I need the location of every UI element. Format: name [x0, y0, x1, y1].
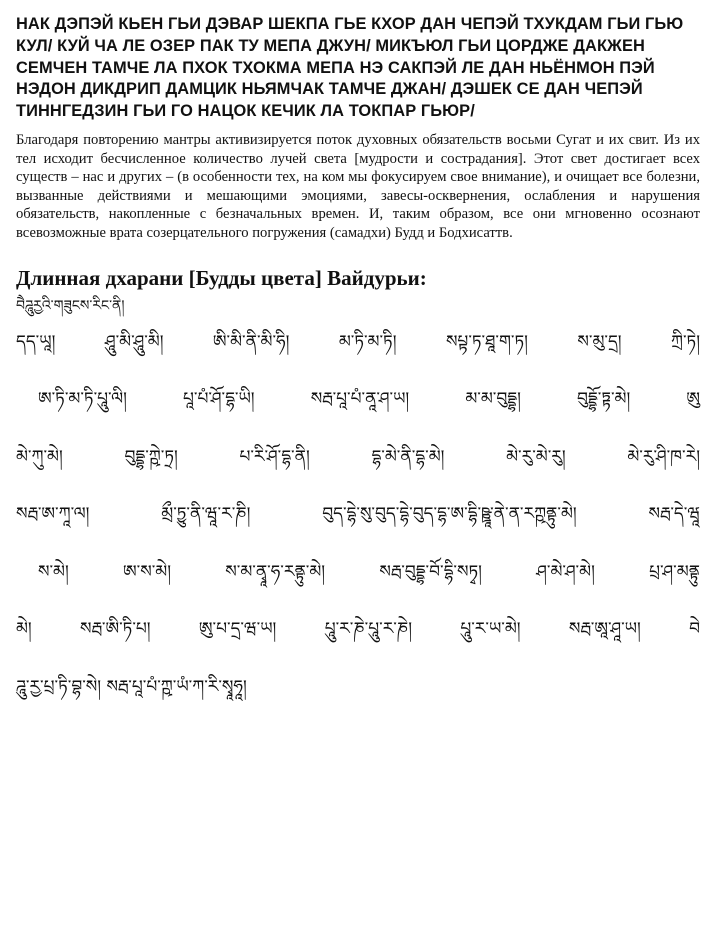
tibetan-line: ས་མེ། ཨ་ས་མེ། ས་མ་ནྭཱ་ཧ་རནྟུ་མེ། སརྦ་བུདྡྷ་བོ་དྷི་སཏྭ། ཤ་མེ་ཤ་མེ། པྲ་ཤ་མནྟུ [38, 561, 700, 582]
tibetan-line: ཨ་ཏི་མ་ཏི་པཱུ་ལི། པཱ་པཾ་ཤོ་དྷ་ཡི། སརྦ་པཱ་པཾ་ནཱ་ཤ་ཡ། མ་མ་བུདྡྷ། བུདྡྷོ་ཏྟ་མེ། ཨུ [38, 389, 700, 410]
mantra-translation: Благодаря повторению мантры активизируется поток духовных обязательств восьми Сугат и их свит. Из их тел исходит бесчисленное количество лучей света [мудрости и сострадания]. Этот свет достигает всех существ – нас и других – (в особенности тех, на ком мы фокусируем свое внимание), и очищает все болезни, вызванные действиями и мешающими эмоциями, завесы-осквернения, ослабления и нарушения обязательств, накопленные с безначальных времен. И, таким образом, все они мгновенно осознают всевозможные врата созерцательного погружения (самадхи) Будд и Бодхисаттв. [16, 131, 700, 241]
tibetan-line: མེ་ཀུ་མེ། བུདྡྷ་ཀྵེ་ཏྲ། པ་རི་ཤོ་དྷ་ནི། དྷ་མེ་ནི་དྷ་མེ། མེ་རུ་མེ་རུ། མེ་རུ་ཤི་ཁ་རེ། [16, 446, 700, 467]
tibetan-dharani-title: བཻཌཱུརྱའི་གཟུངས་རིང་ནི། [16, 297, 125, 314]
tibetan-dharani-text [16, 331, 700, 734]
tibetan-line: སརྦ་ཨ་ཀཱ་ལ། མྲྀ་ཏྱུ་ནི་ཝཱ་ར་ཎི། བུད་དྷེ་སུ་བུད་དྷེ་བུད་དྷ་ཨ་དྷི་ཥྛཱ་ནེ་ན་རཀྵནྟུ་མེ། སརྦ་དེ་ཝཱ [16, 504, 700, 525]
tibetan-line: ཌཱུ་རྱ་པྲ་ཏི་བྷ་སེ། སརྦ་པཱ་པཾ་ཀྵ་ཡཾ་ཀ་རི་སྭཱཧཱ། [16, 676, 247, 697]
mantra-transliteration: НАК ДЭПЭЙ КЬЕН ГЬИ ДЭВАР ШЕКПА ГЬЕ КХОР ДАН ЧЕПЭЙ ТХУКДАМ ГЬИ ГЬЮ КУЛ/ КУЙ ЧА ЛЕ ОЗЕР ПАК ТУ МЕПА ДЖУН/ МИКЪЮЛ ГЬИ ЦОРДЖЕ ДАКЖЕН СЕМЧЕН ТАМЧЕ ЛА ПХОК ТХОКМА МЕПА НЭ САКПЭЙ ЛЕ ДАН НЬЁНМОН ПЭЙ НЭДОН ДИКДРИП ДАМЦИК НЬЯМЧАК ТАМЧЕ ДЖАН/ ДЭШЕК СЕ ДАН ЧЕПЭЙ ТИННГЕДЗИН ГЬИ ГО НАЦОК КЕЧИК ЛА ТОКПАР ГЬЮР/ [16, 15, 684, 121]
document-page [16, 14, 700, 733]
section-heading: Длинная дхарани [Будды цвета] Вайдурьи: [16, 265, 427, 290]
tibetan-line: མེ། སརྦ་ཨི་ཏི་པ། ཨུ་པ་དྲ་ཝ་ཡ། པཱུ་ར་ཎེ་པཱུ་ར་ཎེ། པཱུ་ར་ཡ་མེ། སརྦ་ཨཱ་ཤཱ་ཡ། བེ [16, 619, 700, 640]
tibetan-line: དད་ཡཱ། ཤཱུ་མི་ཤཱུ་མི། ཨི་མི་ནི་མི་ཧི། མ་ཏི་མ་ཏི། སཔྟ་ཏ་ཐཱ་ག་ཏ། ས་མུ་དྲ། ཀྲི་ཏེ། [16, 331, 700, 352]
